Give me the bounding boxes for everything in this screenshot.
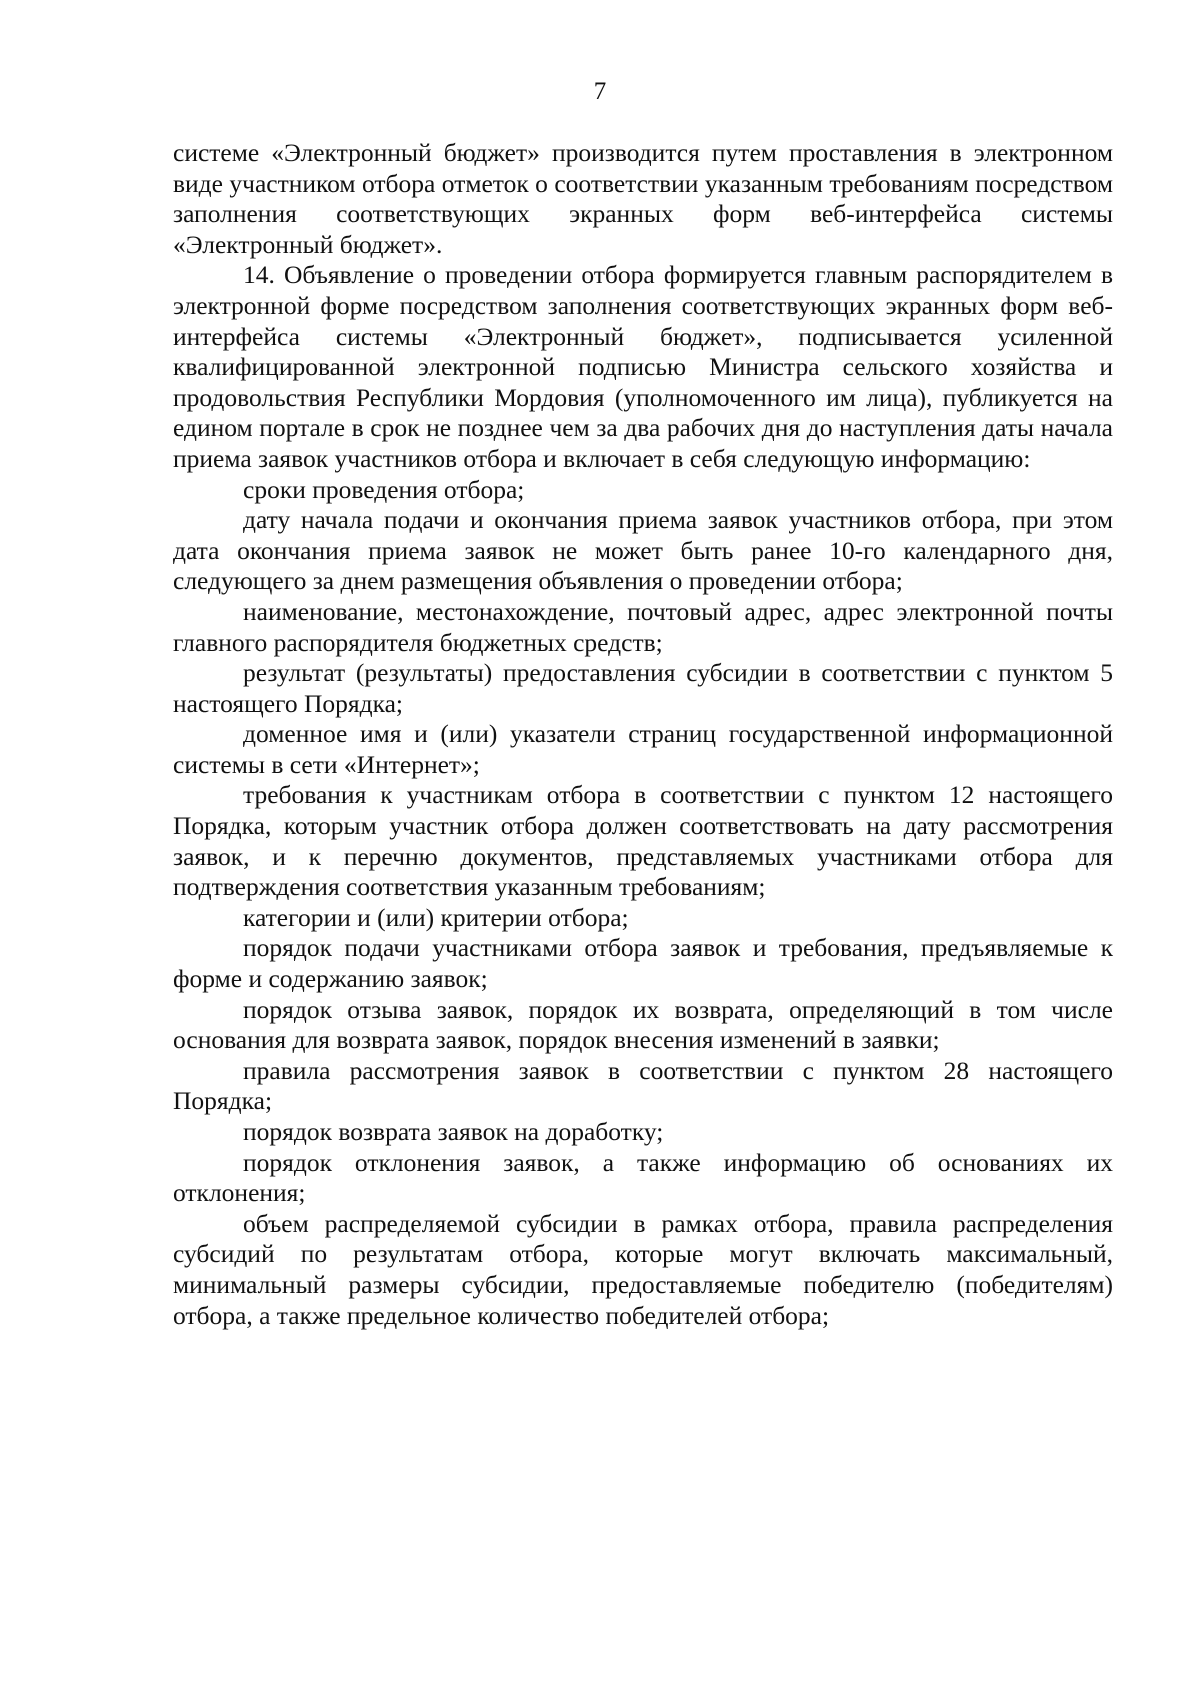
list-item-withdrawal-procedure: порядок отзыва заявок, порядок их возврата, определяющий в том числе основания для возврата заявок, порядок внесения изменений в заявки; [173, 994, 1113, 1055]
list-item-selection-period: сроки проведения отбора; [243, 474, 525, 504]
list-item-review-rules: правила рассмотрения заявок в соответствии с пунктом 28 настоящего Порядка; [173, 1055, 1113, 1116]
list-item-application-dates: дату начала подачи и окончания приема заявок участников отбора, при этом дата окончания приема заявок не может быть ранее 10-го календарного дня, следующего за днем размещения объявления о проведении отбора; [173, 505, 1113, 596]
list-item-submission-procedure: порядок подачи участниками отбора заявок и требования, предъявляемые к форме и содержанию заявок; [173, 933, 1113, 994]
list-item-administrator-contacts: наименование, местонахождение, почтовый адрес, адрес электронной почты главного распорядителя бюджетных средств; [173, 596, 1113, 657]
list-item-return-for-revision: порядок возврата заявок на доработку; [243, 1117, 664, 1146]
list-item-subsidy-distribution: объем распределяемой субсидии в рамках отбора, правила распределения субсидий по результатам отбора, которые могут включать максимальный, минимальный размеры субсидии, предоставляемые победителю (победителям) отбора, а также предельное количество победителей отбора; [173, 1208, 1113, 1330]
list-item-rejection-procedure: порядок отклонения заявок, а также информацию об основаниях их отклонения; [173, 1147, 1113, 1208]
paragraph-continuation: системе «Электронный бюджет» производится путем проставления в электронном виде участником отбора отметок о соответствии указанным требованиям посредством заполнения соответствующих экранных форм веб-интерфейса системы «Электронный бюджет». [173, 138, 1113, 259]
list-item-subsidy-results: результат (результаты) предоставления субсидии в соответствии с пунктом 5 настоящего Порядка; [173, 658, 1113, 718]
paragraph-clause-14: 14. Объявление о проведении отбора формируется главным распорядителем в электронной форме посредством заполнения соответствующих экранных форм веб-интерфейса системы «Электронный бюджет», подписывается усиленной квалифицированной электронной подписью Министра сельского хозяйства и продовольствия Республики Мордовия (уполномоченного им лица), публикуется на едином портале в срок не позднее чем за два рабочих дня до наступления даты начала приема заявок участников отбора и включает в себя следующую информацию: [173, 260, 1113, 473]
document-body [173, 138, 1113, 1331]
list-item-participant-requirements: требования к участникам отбора в соответствии с пунктом 12 настоящего Порядка, которым участник отбора должен соответствовать на дату рассмотрения заявок, и к перечню документов, представляемых участниками отбора для подтверждения соответствия указанным требованиям; [173, 780, 1113, 902]
list-item-selection-criteria: категории и (или) критерии отбора; [243, 902, 629, 932]
page-number: 7 [593, 78, 607, 105]
list-item-domain-name: доменное имя и (или) указатели страниц государственной информационной системы в сети «Интернет»; [173, 719, 1113, 779]
